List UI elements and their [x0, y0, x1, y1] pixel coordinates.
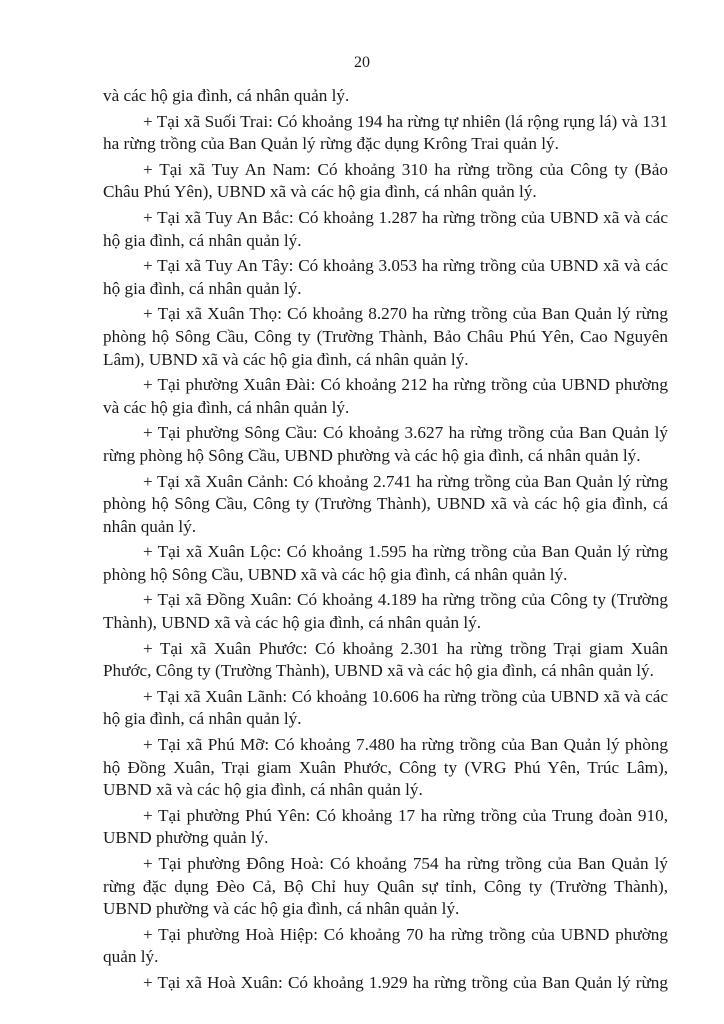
list-item-paragraph: + Tại xã Tuy An Tây: Có khoảng 3.053 ha rừng trồng của UBND xã và các hộ gia đình, cá nhân quản lý. — [103, 256, 668, 298]
document-body — [103, 85, 668, 998]
list-item-paragraph: + Tại phường Phú Yên: Có khoảng 17 ha rừng trồng của Trung đoàn 910, UBND phường quản lý. — [103, 805, 668, 848]
list-item-paragraph: + Tại xã Tuy An Nam: Có khoảng 310 ha rừng trồng của Công ty (Bảo Châu Phú Yên), UBND xã và các hộ gia đình, cá nhân quản lý. — [103, 159, 668, 202]
list-item-paragraph: + Tại phường Xuân Đài: Có khoảng 212 ha rừng trồng của UBND phường và các hộ gia đình, cá nhân quản lý. — [103, 375, 668, 417]
list-item-paragraph: + Tại phường Sông Cầu: Có khoảng 3.627 ha rừng trồng của Ban Quản lý rừng phòng hộ Sông Cầu, UBND phường và các hộ gia đình, cá nhân quản lý. — [103, 423, 668, 465]
list-item-paragraph: + Tại xã Xuân Phước: Có khoảng 2.301 ha rừng trồng Trại giam Xuân Phước, Công ty (Trường Thành), UBND xã và các hộ gia đình, cá nhân quản lý. — [103, 638, 668, 681]
list-item-paragraph: + Tại xã Tuy An Bắc: Có khoảng 1.287 ha rừng trồng của UBND xã và các hộ gia đình, cá nhân quản lý. — [103, 207, 668, 250]
list-item-paragraph: + Tại phường Đông Hoà: Có khoảng 754 ha rừng trồng của Ban Quản lý rừng đặc dụng Đèo Cả, Bộ Chỉ huy Quân sự tỉnh, Công ty (Trường Thành), UBND phường và các hộ gia đình, cá nhân quản lý. — [103, 854, 668, 919]
list-item-paragraph: + Tại xã Xuân Lộc: Có khoảng 1.595 ha rừng trồng của Ban Quản lý rừng phòng hộ Sông Cầu, UBND xã và các hộ gia đình, cá nhân quản lý. — [103, 542, 668, 584]
list-item-paragraph: + Tại xã Phú Mỡ: Có khoảng 7.480 ha rừng trồng của Ban Quản lý phòng hộ Đồng Xuân, Trại giam Xuân Phước, Công ty (VRG Phú Yên, Trúc Lâm), UBND xã và các hộ gia đình, cá nhân quản lý. — [103, 735, 668, 800]
list-item-paragraph: + Tại phường Hoà Hiệp: Có khoảng 70 ha rừng trồng của UBND phường quản lý. — [103, 924, 668, 967]
list-item-paragraph: + Tại xã Xuân Cảnh: Có khoảng 2.741 ha rừng trồng của Ban Quản lý rừng phòng hộ Sông Cầu, Công ty (Trường Thành), UBND xã và các hộ gia đình, cá nhân quản lý. — [103, 471, 668, 536]
list-item-paragraph: + Tại xã Xuân Thọ: Có khoảng 8.270 ha rừng trồng của Ban Quản lý rừng phòng hộ Sông Cầu, Công ty (Trường Thành, Bảo Châu Phú Yên, Cao Nguyên Lâm), UBND xã và các hộ gia đình, cá nhân quản lý. — [103, 304, 668, 369]
list-item-paragraph: + Tại xã Hoà Xuân: Có khoảng 1.929 ha rừng trồng của Ban Quản lý rừng — [143, 972, 668, 992]
page-number: 20 — [354, 54, 370, 71]
list-item-paragraph: + Tại xã Xuân Lãnh: Có khoảng 10.606 ha rừng trồng của UBND xã và các hộ gia đình, cá nhân quản lý. — [103, 686, 668, 729]
continuation-paragraph: và các hộ gia đình, cá nhân quản lý. — [103, 86, 350, 105]
list-item-paragraph: + Tại xã Đồng Xuân: Có khoảng 4.189 ha rừng trồng của Công ty (Trường Thành), UBND xã và các hộ gia đình, cá nhân quản lý. — [103, 590, 668, 633]
list-item-paragraph: + Tại xã Suối Trai: Có khoảng 194 ha rừng tự nhiên (lá rộng rụng lá) và 131 ha rừng trồng của Ban Quản lý rừng đặc dụng Krông Trai quản lý. — [103, 111, 668, 154]
